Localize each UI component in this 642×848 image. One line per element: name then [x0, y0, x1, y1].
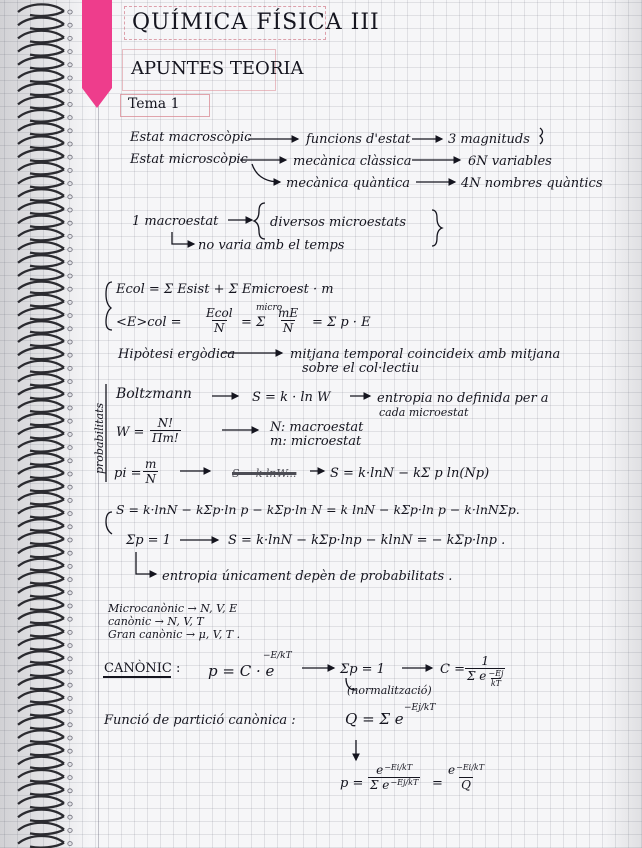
- probabilitats-side-label: probabilitats: [93, 402, 106, 474]
- microcanonic-bullet: Microcanònic → N, V, E: [108, 602, 238, 615]
- sum-p-equals-1: Σp = 1: [126, 533, 171, 548]
- brace-icon: [540, 128, 543, 144]
- sixN-variables: 6N variables: [468, 154, 552, 169]
- no-varia: no varia amb el temps: [198, 238, 345, 253]
- p-final-num2-exp: −Ei/kT: [456, 763, 485, 772]
- tres-magnituds: 3 magnituds: [448, 132, 530, 147]
- entropia-line2: cada microestat: [379, 406, 469, 419]
- page-title: QUÍMICA FÍSICA III: [132, 10, 380, 35]
- C-exp-num: −Ej: [488, 669, 504, 678]
- ecol-equation: Ecol = Σ Esist + Σ Emicroest · m: [116, 282, 334, 297]
- C-lhs: C =: [440, 662, 465, 677]
- hipotesi-ergodica: Hipòtesi ergòdica: [118, 347, 236, 362]
- right-brace-icon: [432, 210, 442, 246]
- curved-arrow-icon: [252, 164, 280, 182]
- gran-canonic-bullet: Gran canònic → μ, V, T .: [108, 628, 241, 641]
- p-final-den1-base: Σ e: [370, 778, 390, 792]
- left-brace-icon: [254, 203, 265, 239]
- C-num: 1: [481, 654, 490, 668]
- Q-exponent: −Ej/kT: [404, 703, 436, 713]
- m-microestat: m: microestat: [270, 434, 362, 449]
- mitjana-line1: mitjana temporal coincideix amb mitjana: [290, 347, 561, 362]
- mecanica-quantica: mecànica quàntica: [286, 176, 410, 191]
- estat-macroscopic: Estat macroscòpic: [130, 130, 252, 145]
- C-exp-den: kT: [490, 679, 502, 688]
- estat-microscopic: Estat microscòpic: [130, 152, 248, 167]
- mitjana-line2: sobre el col·lectiu: [302, 361, 420, 376]
- mE-num: mE: [278, 306, 299, 320]
- W-num: N!: [157, 416, 173, 430]
- diversos-microestats: diversos microestats: [270, 215, 407, 230]
- p-canonic-equation: p = C · e: [208, 662, 275, 680]
- left-bracket-icon: [106, 282, 112, 330]
- entropia-line1: entropia no definida per a: [377, 391, 549, 406]
- pi-num: m: [145, 457, 157, 471]
- funcio-particio-label: Funció de partició canònica :: [104, 713, 296, 728]
- ecol-num: Ecol: [206, 306, 233, 320]
- pi-lhs: pi =: [114, 466, 142, 481]
- average-energy-lhs: <E>col =: [116, 315, 182, 330]
- p-final-num1-exp: −Ei/kT: [384, 763, 413, 772]
- canonic-label: CANÒNIC :: [104, 661, 181, 676]
- mecanica-classica: mecànica clàssica: [293, 154, 412, 169]
- C-den-base: Σ e: [467, 669, 487, 683]
- p-canonic-exponent: −E/kT: [263, 651, 292, 661]
- S-ln-Np: S = k·lnN − kΣ p ln(Np): [330, 466, 490, 481]
- corner-arrow-icon: [172, 232, 194, 244]
- micro-label: micro: [256, 303, 283, 313]
- boltzmann-equation: S = k · ln W: [252, 390, 331, 405]
- curved-arrow-icon: [346, 678, 356, 690]
- p-final-den1-exp: −Ej/kT: [390, 778, 419, 787]
- left-bracket-icon: [106, 512, 112, 534]
- normalitzacio-label: (normalització): [347, 684, 432, 697]
- p-final-den2: Q: [461, 778, 471, 792]
- funcions-estat: funcions d'estat: [306, 132, 411, 147]
- sum-p-E: = Σ p · E: [312, 315, 371, 330]
- N-macroestat: N: macroestat: [270, 420, 364, 435]
- short-entropy-equation: S = k·lnN − kΣp·lnp − klnN = − kΣp·lnp .: [228, 533, 506, 548]
- entropia-probabilitats: entropia únicament depèn de probabilitats .: [162, 569, 453, 584]
- subtitle: APUNTES TEORIA: [131, 58, 304, 79]
- tema-label: Tema 1: [128, 96, 180, 112]
- ecol-den: N: [214, 321, 225, 335]
- p-final-equals: =: [432, 776, 443, 791]
- W-den: Πm!: [152, 431, 179, 445]
- p-final-lhs: p =: [340, 776, 364, 791]
- pi-den: N: [145, 472, 156, 486]
- macroestat: 1 macroestat: [132, 214, 219, 229]
- p-final-num1-base: e: [376, 763, 384, 777]
- scribble-text: S = k·lnW...: [232, 467, 297, 480]
- canonic-bullet: canònic → N, V, T: [108, 615, 204, 628]
- Q-equation: Q = Σ e: [345, 710, 404, 728]
- fourN-nombres: 4N nombres quàntics: [461, 176, 603, 191]
- long-entropy-equation: S = k·lnN − kΣp·ln p − kΣp·ln N = k lnN − kΣp·ln p − k·lnNΣp.: [116, 502, 520, 517]
- boltzmann-label: Boltzmann: [116, 386, 192, 402]
- sum-symbol: = Σ: [241, 315, 266, 330]
- mE-den: N: [282, 321, 294, 335]
- W-lhs: W =: [116, 425, 145, 440]
- p-final-num2-base: e: [448, 763, 456, 777]
- corner-arrow-icon: [136, 552, 156, 574]
- sum-p-canonic: Σp = 1: [340, 662, 385, 677]
